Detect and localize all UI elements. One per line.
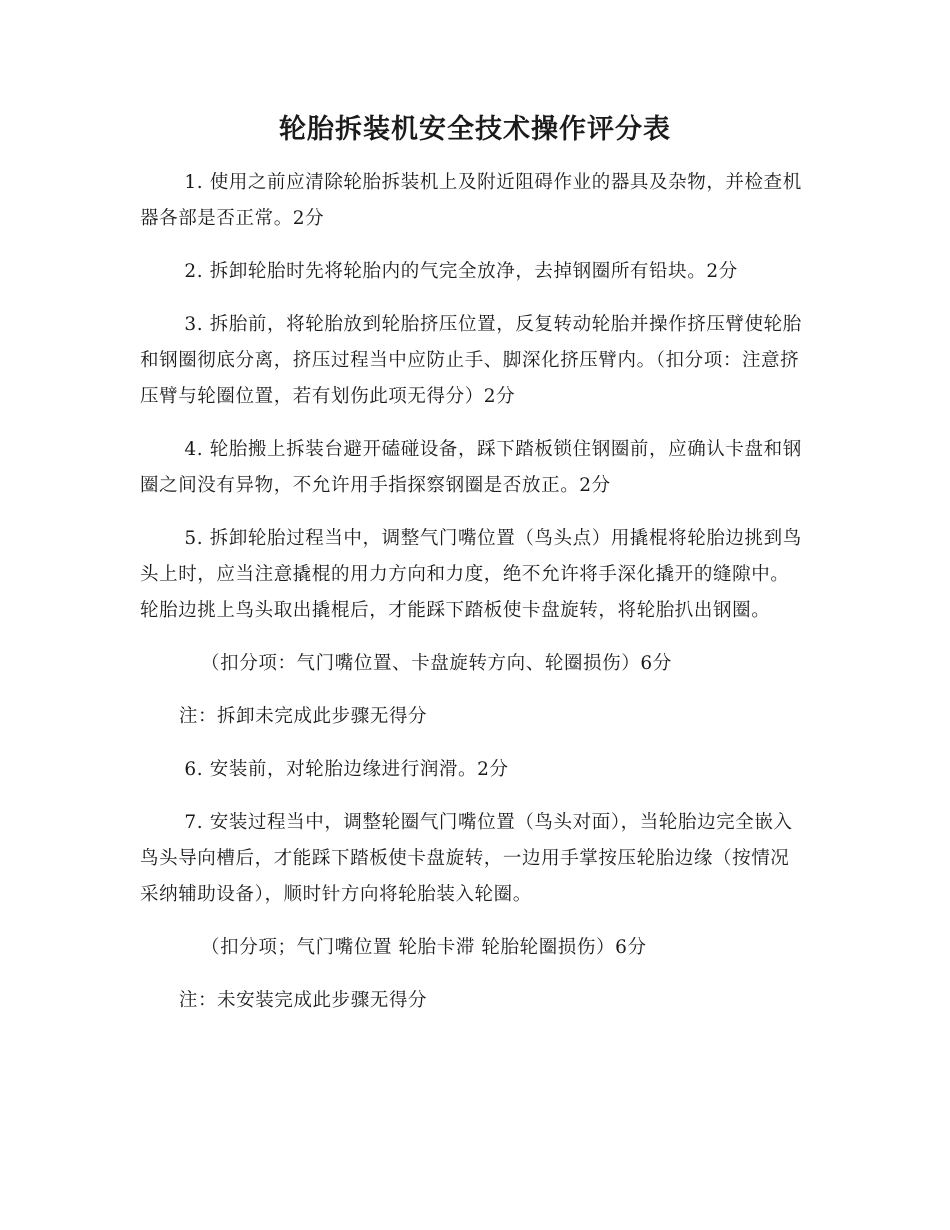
list-item [140, 521, 805, 629]
item-number: 7. [184, 812, 204, 833]
list-item [140, 254, 805, 290]
item-number: 5. [184, 528, 204, 549]
item-number: 3. [184, 314, 204, 335]
item-text: 拆卸轮胎过程当中，调整气门嘴位置（鸟头点）用撬棍将轮胎边挑到鸟头上时，应当注意撬棍的用力方向和力度，绝不允许将手深化撬开的缝隙中。轮胎边挑上鸟头取出撬棍后，才能踩下踏板使卡盘旋转，将轮胎扒出钢圈。 [140, 528, 802, 621]
document-body [140, 165, 805, 1019]
item-text: 拆卸轮胎时先将轮胎内的气完全放净，去掉钢圈所有铅块。2分 [209, 261, 738, 282]
item-number: 4. [184, 439, 204, 460]
deduction-note: （扣分项；气门嘴位置 轮胎卡滞 轮胎轮圈损伤）6分 [201, 937, 647, 958]
item-text: 拆胎前，将轮胎放到轮胎挤压位置，反复转动轮胎并操作挤压臂使轮胎和钢圈彻底分离，挤压过程当中应防止手、脚深化挤压臂内。（扣分项：注意挤压臂与轮圈位置，若有划伤此项无得分）2分 [140, 314, 802, 407]
item-number: 1. [184, 172, 204, 193]
remark-note: 注：拆卸未完成此步骤无得分 [178, 706, 428, 727]
remark-note: 注：未安装完成此步骤无得分 [178, 990, 428, 1011]
item-text: 安装过程当中，调整轮圈气门嘴位置（鸟头对面），当轮胎边完全嵌入鸟头导向槽后，才能踩下踏板使卡盘旋转，一边用手掌按压轮胎边缘（按情况采纳辅助设备），顺时针方向将轮胎装入轮圈。 [140, 812, 793, 905]
list-item [140, 307, 805, 415]
document-title: 轮胎拆装机安全技术操作评分表 [279, 114, 671, 145]
list-item [140, 432, 805, 504]
item-text: 轮胎搬上拆装台避开磕碰设备，踩下踏板锁住钢圈前，应确认卡盘和钢圈之间没有异物，不允许用手指探察钢圈是否放正。2分 [140, 439, 802, 496]
list-item [140, 165, 805, 237]
item-number: 6. [184, 759, 204, 780]
item-text: 使用之前应清除轮胎拆装机上及附近阻碍作业的器具及杂物，并检查机器各部是否正常。2分 [140, 172, 802, 229]
list-item [140, 805, 805, 913]
deduction-note: （扣分项：气门嘴位置、卡盘旋转方向、轮圈损伤）6分 [201, 653, 672, 674]
list-item [140, 752, 805, 788]
item-text: 安装前，对轮胎边缘进行润滑。2分 [209, 759, 509, 780]
item-number: 2. [184, 261, 204, 282]
